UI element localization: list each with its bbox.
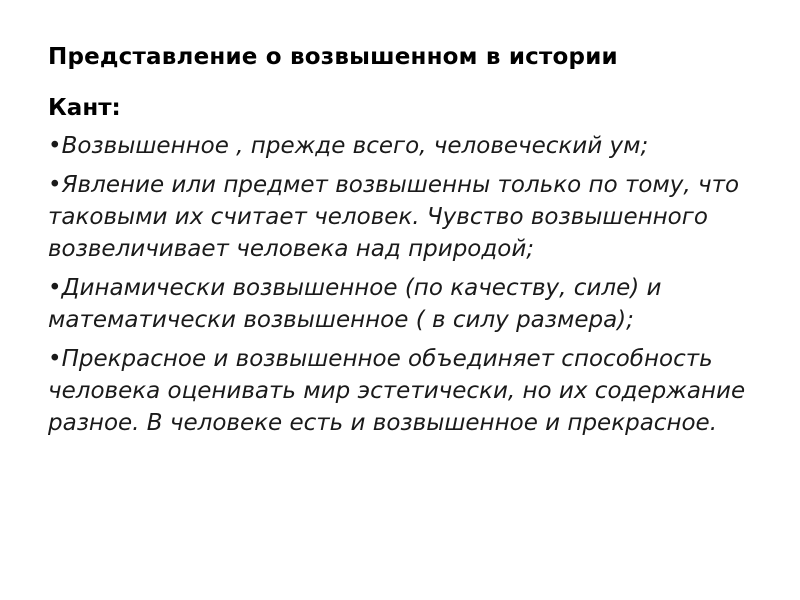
bullet-text: Динамически возвышенное (по качеству, силе) и математически возвышенное ( в силу размера); [48, 275, 662, 333]
bullet-text: Прекрасное и возвышенное объединяет способность человека оценивать мир эстетически, но их содержание разное. В человеке есть и возвышенное и прекрасное. [48, 346, 746, 436]
bullet-marker: • [48, 133, 62, 159]
slide-title: Представление о возвышенном в истории [48, 44, 618, 70]
bullet-item [48, 169, 768, 265]
slide-body [48, 92, 768, 446]
bullet-item [48, 272, 768, 336]
bullet-marker: • [48, 172, 62, 198]
section-heading: Кант: [48, 95, 121, 121]
bullet-item [48, 343, 768, 439]
bullet-marker: • [48, 275, 62, 301]
bullet-item [48, 130, 768, 162]
bullet-text: Возвышенное , прежде всего, человеческий ум; [61, 133, 649, 159]
bullet-list [48, 130, 768, 439]
bullet-marker: • [48, 346, 62, 372]
bullet-text: Явление или предмет возвышенны только по тому, что таковыми их считает человек. Чувство возвышенного возвеличивает человека над природой; [48, 172, 740, 262]
